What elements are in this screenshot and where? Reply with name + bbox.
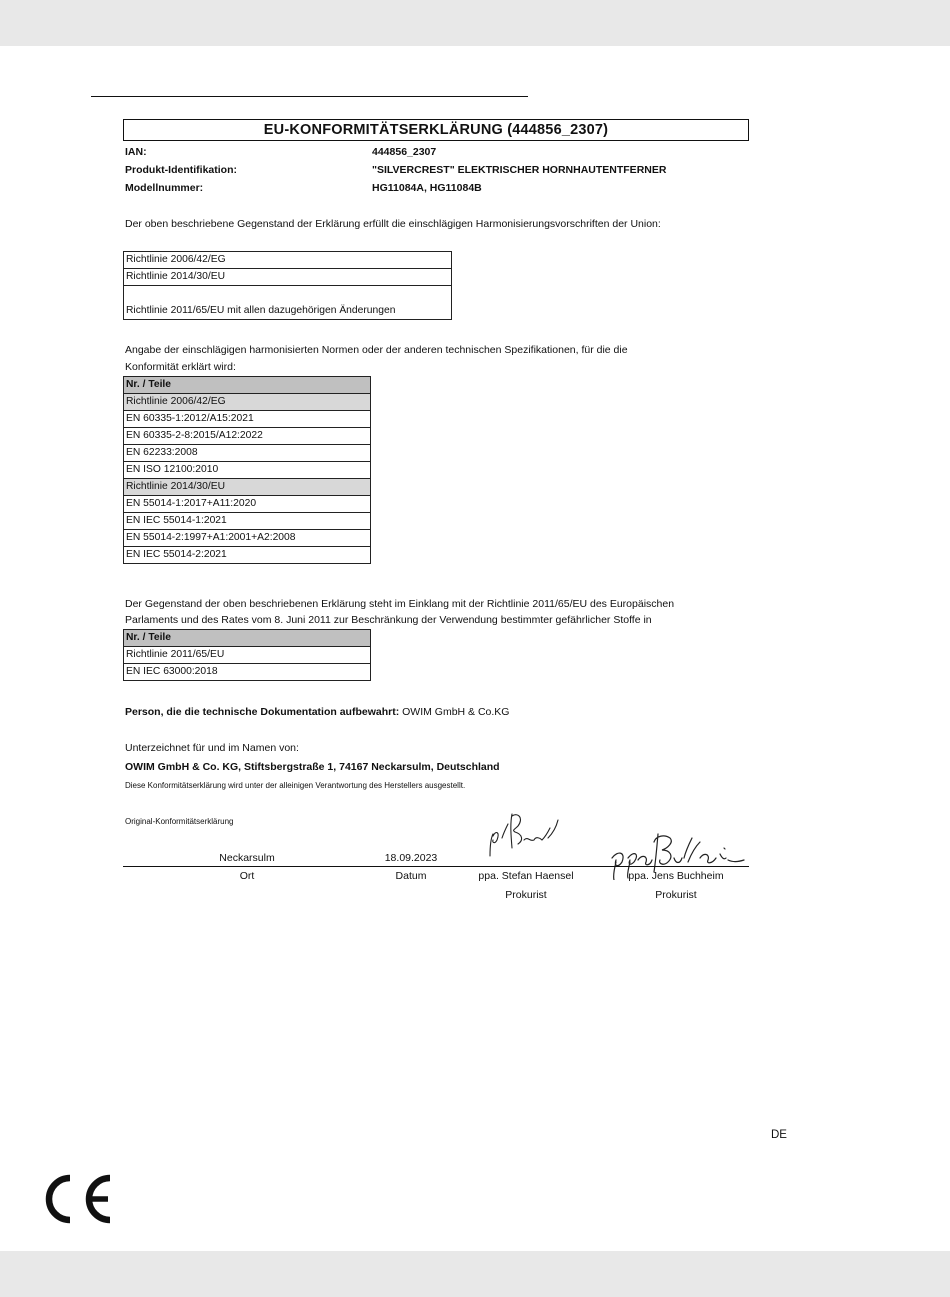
date-value: 18.09.2023	[384, 852, 438, 864]
place-label: Ort	[239, 870, 255, 882]
ian-value: 444856_2307	[372, 146, 437, 158]
norms-intro-line2: Konformität erklärt wird:	[125, 361, 236, 373]
original-declaration-text: Original-Konformitätserklärung	[125, 817, 234, 826]
documentation-person	[125, 706, 509, 718]
rohs-intro-line2: Parlaments und des Rates vom 8. Juni 2011 zur Beschränkung der Verwendung bestimmter gefährlicher Stoffe in	[125, 614, 652, 626]
signature-line	[123, 866, 749, 867]
declaration-title: EU-KONFORMITÄTSERKLÄRUNG (444856_2307)	[123, 119, 749, 141]
signer2-role: Prokurist	[655, 889, 697, 901]
signature-haensel	[484, 810, 564, 862]
directives-table	[123, 251, 452, 320]
top-band	[0, 0, 950, 46]
company-address: OWIM GmbH & Co. KG, Stiftsbergstraße 1, 74167 Neckarsulm, Deutschland	[125, 761, 500, 773]
signer2-name: ppa. Jens Buchheim	[628, 870, 724, 882]
norm-row: EN 60335-1:2012/A15:2021	[124, 411, 371, 428]
rohs-table	[123, 629, 371, 681]
rohs-header: Nr. / Teile	[124, 630, 371, 647]
directive-row: Richtlinie 2006/42/EG	[124, 252, 452, 269]
norms-table	[123, 376, 371, 564]
model-label: Modellnummer:	[125, 182, 204, 194]
bottom-band	[0, 1251, 950, 1297]
norm-group-row: Richtlinie 2014/30/EU	[124, 479, 371, 496]
language-code: DE	[771, 1129, 787, 1141]
model-value: HG11084A, HG11084B	[372, 182, 482, 194]
norms-intro-line1: Angabe der einschlägigen harmonisierten Normen oder der anderen technischen Spezifikationen, für die die	[125, 344, 628, 356]
product-label: Produkt-Identifikation:	[125, 164, 237, 176]
directive-row: Richtlinie 2011/65/EU mit allen dazugehörigen Änderungen	[124, 286, 452, 320]
intro-text: Der oben beschriebene Gegenstand der Erklärung erfüllt die einschlägigen Harmonisierungsvorschriften der Union:	[125, 218, 661, 230]
rohs-row: Richtlinie 2011/65/EU	[124, 647, 371, 664]
person-value: OWIM GmbH & Co.KG	[399, 706, 510, 718]
place-value: Neckarsulm	[219, 852, 275, 864]
norm-row: EN 55014-2:1997+A1:2001+A2:2008	[124, 530, 371, 547]
signer1-role: Prokurist	[505, 889, 547, 901]
rohs-intro-line1: Der Gegenstand der oben beschriebenen Erklärung steht im Einklang mit der Richtlinie 2011/65/EU des Europäischen	[125, 598, 675, 610]
top-rule	[91, 96, 528, 97]
norm-row: EN IEC 55014-2:2021	[124, 547, 371, 564]
signer1-name: ppa. Stefan Haensel	[478, 870, 574, 882]
norm-row: EN 60335-2-8:2015/A12:2022	[124, 428, 371, 445]
directive-row: Richtlinie 2014/30/EU	[124, 269, 452, 286]
norm-row: EN IEC 55014-1:2021	[124, 513, 371, 530]
ce-mark-icon	[44, 1174, 114, 1224]
norm-group-row: Richtlinie 2006/42/EG	[124, 394, 371, 411]
signed-for-text: Unterzeichnet für und im Namen von:	[125, 742, 299, 754]
responsibility-text: Diese Konformitätserklärung wird unter der alleinigen Verantwortung des Herstellers ausgestellt.	[125, 781, 466, 790]
person-label: Person, die die technische Dokumentation aufbewahrt:	[125, 706, 400, 718]
norm-row: EN ISO 12100:2010	[124, 462, 371, 479]
ian-label: IAN:	[125, 146, 147, 158]
date-label: Datum	[395, 870, 427, 882]
norm-row: EN 55014-1:2017+A11:2020	[124, 496, 371, 513]
norms-header: Nr. / Teile	[124, 377, 371, 394]
product-value: "SILVERCREST" ELEKTRISCHER HORNHAUTENTFERNER	[372, 164, 667, 176]
norm-row: EN 62233:2008	[124, 445, 371, 462]
rohs-row: EN IEC 63000:2018	[124, 664, 371, 681]
